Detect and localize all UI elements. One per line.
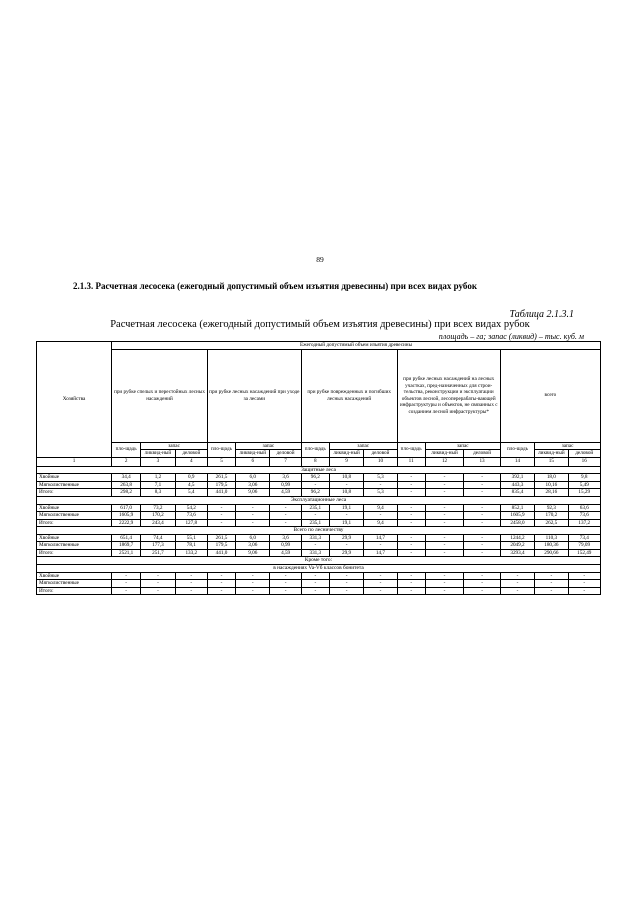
table-cell: - <box>175 580 207 588</box>
table-row <box>37 587 601 595</box>
table-cell: - <box>425 572 464 580</box>
table-cell: 179,5 <box>207 542 235 550</box>
table-cell: 79,09 <box>568 542 600 550</box>
table-cell: - <box>464 572 500 580</box>
column-number: 1 <box>37 457 112 466</box>
table-cell: 441,0 <box>207 549 235 557</box>
business-header: деловой <box>270 450 301 458</box>
table-cell: 5,4 <box>175 489 207 497</box>
table-cell: - <box>329 512 363 520</box>
table-cell: 9,4 <box>364 519 397 527</box>
table-cell: 15,29 <box>568 489 600 497</box>
table-row <box>37 580 601 588</box>
table-cell: - <box>207 580 235 588</box>
table-cell: 3,06 <box>236 481 270 489</box>
table-row <box>37 512 601 520</box>
row-label: Итого: <box>37 549 112 557</box>
table-cell: - <box>464 481 500 489</box>
stock-header: запас <box>535 442 601 450</box>
page-number: 89 <box>316 255 324 264</box>
group-header: всего <box>500 349 600 442</box>
column-number: 2 <box>112 457 141 466</box>
table-cell: 0,99 <box>270 481 301 489</box>
table-cell: - <box>397 474 425 482</box>
table-cell: - <box>464 512 500 520</box>
table-id: Таблица 2.1.3.1 <box>509 309 574 320</box>
table-cell: 0,99 <box>270 542 301 550</box>
row-label: Мягколиственные <box>37 542 112 550</box>
table-cell: - <box>425 580 464 588</box>
table-cell: - <box>301 580 329 588</box>
table-cell: 9,4 <box>364 504 397 512</box>
stock-header: запас <box>329 442 397 450</box>
table-cell: 73,2 <box>141 504 175 512</box>
column-number: 10 <box>364 457 397 466</box>
table-cell: 73,6 <box>175 512 207 520</box>
table-cell: - <box>425 534 464 542</box>
column-number: 6 <box>236 457 270 466</box>
table-cell: - <box>112 587 141 595</box>
table-cell: 133,2 <box>175 549 207 557</box>
table-cell: 617,0 <box>112 504 141 512</box>
table-cell: 261,5 <box>207 534 235 542</box>
group-header: при рубке лесных насаждений при уходе за лесами <box>207 349 301 442</box>
table-cell: - <box>270 512 301 520</box>
table-cell: - <box>301 572 329 580</box>
table-cell: - <box>425 504 464 512</box>
table-cell: 441,0 <box>207 489 235 497</box>
table-row <box>37 504 601 512</box>
table-row <box>37 572 601 580</box>
table-cell: 5,3 <box>364 474 397 482</box>
table-cell: - <box>500 580 534 588</box>
table-cell: 1244,2 <box>500 534 534 542</box>
table-cell: 4,59 <box>270 549 301 557</box>
section-row <box>37 565 601 573</box>
column-number-row <box>37 457 601 466</box>
table-cell: - <box>397 534 425 542</box>
table-cell: - <box>568 572 600 580</box>
table-cell: - <box>112 572 141 580</box>
stock-header: запас <box>425 442 500 450</box>
table-cell: - <box>425 512 464 520</box>
table-cell: 55,1 <box>175 534 207 542</box>
table-cell: - <box>112 580 141 588</box>
liquid-header: ликвид-ный <box>236 450 270 458</box>
section-title: Защитные леса <box>37 466 601 474</box>
table-cell: 10,8 <box>329 474 363 482</box>
table-cell: - <box>425 542 464 550</box>
table-cell: - <box>236 512 270 520</box>
table-cell: 3,6 <box>270 534 301 542</box>
table-cell: - <box>207 587 235 595</box>
column-number: 9 <box>329 457 363 466</box>
table-cell: 1869,7 <box>112 542 141 550</box>
table-cell: - <box>397 512 425 520</box>
table-cell: - <box>397 519 425 527</box>
column-number: 14 <box>500 457 534 466</box>
table-cell: - <box>464 542 500 550</box>
table-cell: - <box>236 504 270 512</box>
table-cell: 179,5 <box>207 481 235 489</box>
table-cell: - <box>270 519 301 527</box>
table-cell: - <box>464 474 500 482</box>
row-label: Хвойные <box>37 534 112 542</box>
column-number: 8 <box>301 457 329 466</box>
table-cell: 443,3 <box>500 481 534 489</box>
table-cell: 137,2 <box>568 519 600 527</box>
table-cell: - <box>329 580 363 588</box>
table-cell: - <box>364 587 397 595</box>
farm-header: Хозяйства <box>37 342 112 458</box>
table-cell: - <box>464 534 500 542</box>
table-cell: 9,06 <box>236 489 270 497</box>
column-number: 12 <box>425 457 464 466</box>
table-cell: 7,1 <box>141 481 175 489</box>
business-header: деловой <box>464 450 500 458</box>
table-cell: - <box>425 474 464 482</box>
table-cell: - <box>500 587 534 595</box>
table-cell: 3293,4 <box>500 549 534 557</box>
table-row <box>37 549 601 557</box>
row-label: Итого: <box>37 587 112 595</box>
table-cell: - <box>425 519 464 527</box>
table-cell: 261,5 <box>207 474 235 482</box>
table-row <box>37 481 601 489</box>
table-cell: - <box>500 572 534 580</box>
table-cell: 9,06 <box>236 549 270 557</box>
table-cell: - <box>329 587 363 595</box>
table-cell: 18,0 <box>535 474 568 482</box>
business-header: деловой <box>175 450 207 458</box>
table-cell: - <box>236 587 270 595</box>
table-cell: - <box>464 580 500 588</box>
table-cell: 3,6 <box>270 474 301 482</box>
table-cell: - <box>364 542 397 550</box>
table-cell: 92,3 <box>535 504 568 512</box>
table-cell: 127,8 <box>175 519 207 527</box>
area-header: пло-щадь <box>301 442 329 457</box>
area-header: пло-щадь <box>112 442 141 457</box>
table-cell: - <box>270 504 301 512</box>
section-title: Эксплуатационные леса <box>37 496 601 504</box>
table-cell: - <box>329 542 363 550</box>
units-note: площадь – га; запас (ликвид) – тыс. куб. м <box>438 332 584 341</box>
table-cell: - <box>270 587 301 595</box>
table-cell: - <box>568 580 600 588</box>
table-cell: 10,16 <box>535 481 568 489</box>
table-cell: 63,6 <box>568 504 600 512</box>
table-cell: 235,1 <box>301 504 329 512</box>
table-cell: 1605,9 <box>112 512 141 520</box>
table-cell: 177,3 <box>141 542 175 550</box>
table-cell: 96,2 <box>301 489 329 497</box>
section-row <box>37 466 601 474</box>
group-header: при рубке поврежденных и погибших лесных насаждений <box>301 349 397 442</box>
table-cell: - <box>397 587 425 595</box>
table-title: Расчетная лесосека (ежегодный допустимый объем изъятия древесины) при всех видах рубок <box>110 319 530 330</box>
table-cell: - <box>301 512 329 520</box>
table-cell: 10,8 <box>329 489 363 497</box>
table-cell: 2222,9 <box>112 519 141 527</box>
table-cell: 1605,9 <box>500 512 534 520</box>
table-cell: 5,49 <box>568 481 600 489</box>
row-label: Итого: <box>37 489 112 497</box>
section-title: в насаждениях Va-Vб классов бонитета <box>37 565 601 573</box>
stock-header: запас <box>141 442 208 450</box>
table-cell: - <box>397 542 425 550</box>
row-label: Мягколиственные <box>37 512 112 520</box>
table-cell: - <box>364 481 397 489</box>
table-cell: 170,2 <box>535 512 568 520</box>
table-cell: - <box>397 504 425 512</box>
section-row <box>37 557 601 565</box>
table-cell: - <box>397 481 425 489</box>
table-cell: - <box>425 549 464 557</box>
table-cell: - <box>236 572 270 580</box>
liquid-header: ликвид-ный <box>535 450 568 458</box>
table-cell: - <box>425 489 464 497</box>
table-cell: 290,66 <box>535 549 568 557</box>
table-cell: 8,3 <box>141 489 175 497</box>
table-cell: 5,3 <box>364 489 397 497</box>
area-header: пло-щадь <box>397 442 425 457</box>
table-cell: 78,1 <box>175 542 207 550</box>
table-row <box>37 474 601 482</box>
table-cell: - <box>535 587 568 595</box>
section-title: Всего по лесничеству <box>37 527 601 535</box>
row-label: Хвойные <box>37 504 112 512</box>
table-cell: - <box>141 580 175 588</box>
table-cell: - <box>329 481 363 489</box>
column-number: 16 <box>568 457 600 466</box>
table-cell: - <box>464 489 500 497</box>
table-cell: 9,8 <box>568 474 600 482</box>
table-cell: 6,0 <box>236 534 270 542</box>
table-cell: 73,6 <box>568 512 600 520</box>
table-cell: 54,2 <box>175 504 207 512</box>
table-cell: 14,7 <box>364 549 397 557</box>
stock-header: запас <box>236 442 302 450</box>
group-header: при рубке лесных насаждений на лесных участках, пред-назначенных для строи-тельства, реконструкции и эксплуатации объектов лесной, лесоперерабаты-вающей инфраструктуры и объектов, не связанных с созданием лесной инфраструктуры* <box>397 349 500 442</box>
table-cell: 29,9 <box>329 534 363 542</box>
table-cell: - <box>364 580 397 588</box>
table-cell: - <box>329 572 363 580</box>
table-cell: - <box>364 572 397 580</box>
business-header: деловой <box>364 450 397 458</box>
table-cell: 4,59 <box>270 489 301 497</box>
table-row <box>37 542 601 550</box>
table-cell: 4,5 <box>175 481 207 489</box>
section-heading: 2.1.3. Расчетная лесосека (ежегодный допустимый объем изъятия древесины) при всех видах рубок <box>73 281 478 291</box>
area-header: пло-щадь <box>500 442 534 457</box>
table-cell: 263,8 <box>112 481 141 489</box>
table-cell: 3,06 <box>236 542 270 550</box>
table-body <box>37 457 601 595</box>
table-cell: - <box>301 587 329 595</box>
column-number: 15 <box>535 457 568 466</box>
table-cell: - <box>207 572 235 580</box>
table-cell: - <box>236 519 270 527</box>
row-label: Мягколиственные <box>37 580 112 588</box>
group-header: при рубке спелых и перестойных лесных насаждений <box>112 349 208 442</box>
liquid-header: ликвид-ный <box>425 450 464 458</box>
liquid-header: ликвид-ный <box>329 450 363 458</box>
logging-table <box>36 341 601 595</box>
table-cell: - <box>270 572 301 580</box>
table-cell: 74,4 <box>141 534 175 542</box>
table-cell: - <box>270 580 301 588</box>
row-label: Мягколиственные <box>37 481 112 489</box>
table-cell: 852,1 <box>500 504 534 512</box>
table-cell: 298,2 <box>112 489 141 497</box>
table-cell: 6,0 <box>236 474 270 482</box>
table-cell: 73,4 <box>568 534 600 542</box>
table-cell: 28,16 <box>535 489 568 497</box>
table-cell: 243,4 <box>141 519 175 527</box>
table-row <box>37 519 601 527</box>
table-cell: 0,9 <box>175 474 207 482</box>
table-cell: - <box>535 572 568 580</box>
table-cell: 19,1 <box>329 519 363 527</box>
table-cell: - <box>207 504 235 512</box>
area-header: пло-щадь <box>207 442 235 457</box>
column-number: 7 <box>270 457 301 466</box>
table-cell: 34,4 <box>112 474 141 482</box>
table-cell: - <box>301 481 329 489</box>
table-cell: - <box>236 580 270 588</box>
table-cell: 392,1 <box>500 474 534 482</box>
table-cell: - <box>141 587 175 595</box>
table-cell: - <box>535 580 568 588</box>
table-cell: - <box>464 519 500 527</box>
table-cell: - <box>397 572 425 580</box>
top-header: Ежегодный допустимый объем изъятия древесины <box>112 342 601 350</box>
table-cell: 651,4 <box>112 534 141 542</box>
row-label: Итого: <box>37 519 112 527</box>
table-cell: - <box>397 489 425 497</box>
column-number: 11 <box>397 457 425 466</box>
section-row <box>37 496 601 504</box>
section-title: Кроме того: <box>37 557 601 565</box>
table-cell: 2458,0 <box>500 519 534 527</box>
table-cell: 96,2 <box>301 474 329 482</box>
table-cell: - <box>397 580 425 588</box>
table-cell: 110,3 <box>535 534 568 542</box>
row-label: Хвойные <box>37 572 112 580</box>
table-cell: - <box>568 587 600 595</box>
table-cell: - <box>425 587 464 595</box>
table-cell: - <box>397 549 425 557</box>
table-cell: - <box>364 512 397 520</box>
liquid-header: ликвид-ный <box>141 450 175 458</box>
table-cell: - <box>301 542 329 550</box>
column-number: 4 <box>175 457 207 466</box>
table-cell: 262,5 <box>535 519 568 527</box>
table-cell: - <box>207 512 235 520</box>
table-row <box>37 534 601 542</box>
table-cell: - <box>425 481 464 489</box>
table-header <box>37 342 601 458</box>
table-cell: - <box>464 504 500 512</box>
table-cell: 180,36 <box>535 542 568 550</box>
column-number: 3 <box>141 457 175 466</box>
table-cell: - <box>141 572 175 580</box>
table-cell: - <box>175 572 207 580</box>
table-cell: 331,3 <box>301 549 329 557</box>
table-cell: 331,3 <box>301 534 329 542</box>
table-cell: 19,1 <box>329 504 363 512</box>
table-cell: 2521,1 <box>112 549 141 557</box>
table-row <box>37 489 601 497</box>
column-number: 5 <box>207 457 235 466</box>
table-cell: - <box>175 587 207 595</box>
table-cell: - <box>464 587 500 595</box>
table-cell: - <box>207 519 235 527</box>
section-row <box>37 527 601 535</box>
table-cell: 170,2 <box>141 512 175 520</box>
column-number: 13 <box>464 457 500 466</box>
table-cell: 29,9 <box>329 549 363 557</box>
table-cell: 2049,2 <box>500 542 534 550</box>
table-cell: 235,1 <box>301 519 329 527</box>
table-cell: 251,7 <box>141 549 175 557</box>
row-label: Хвойные <box>37 474 112 482</box>
business-header: деловой <box>568 450 600 458</box>
table-cell: 14,7 <box>364 534 397 542</box>
table-cell: 1,2 <box>141 474 175 482</box>
table-cell: - <box>464 549 500 557</box>
table-cell: 835,4 <box>500 489 534 497</box>
table-cell: 152,49 <box>568 549 600 557</box>
